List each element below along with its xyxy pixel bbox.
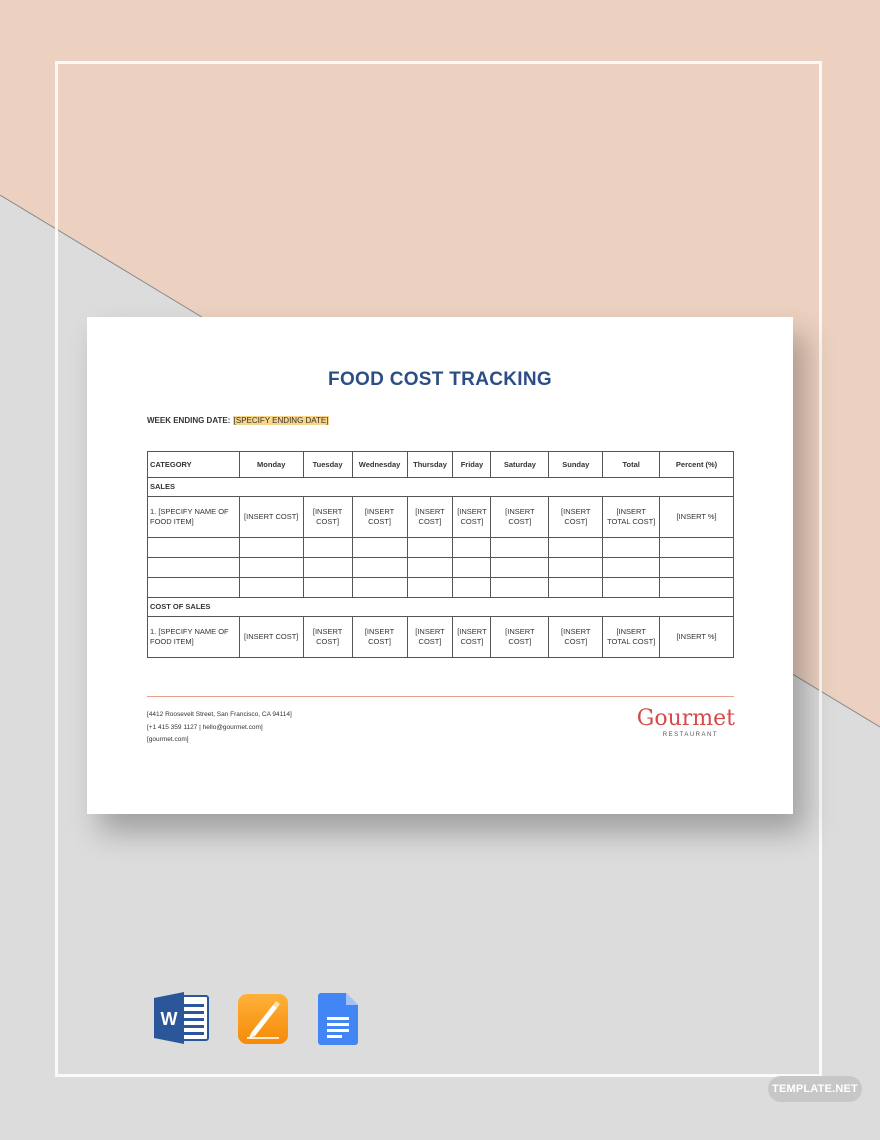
footer-divider [147,696,734,697]
cost-cell: [INSERT COST] [453,497,491,538]
document-title: FOOD COST TRACKING [328,369,552,390]
cost-cell: [INSERT COST] [453,617,491,658]
cost-cell: [INSERT COST] [491,617,549,658]
item-cell: 1. [SPECIFY NAME OF FOOD ITEM] [148,497,240,538]
total-cell: [INSERT TOTAL COST] [603,497,660,538]
header-cell: Thursday [407,452,453,478]
header-cell: Saturday [491,452,549,478]
gourmet-logo [635,708,735,738]
table-row [148,617,734,658]
section-label: SALES [148,478,734,497]
cost-cell: [INSERT COST] [549,617,603,658]
header-cell: Total [603,452,660,478]
cost-cell: [INSERT COST] [303,617,352,658]
header-cell: Wednesday [352,452,407,478]
section-row-sales [148,478,734,497]
cost-cell: [INSERT COST] [549,497,603,538]
cost-cell: [INSERT COST] [407,497,453,538]
cost-cell: [INSERT COST] [239,617,303,658]
empty-row [148,538,734,558]
week-ending-line [147,416,329,425]
table-row [148,497,734,538]
template-net-badge[interactable]: TEMPLATE.NET [768,1076,862,1102]
footer-address-block [147,709,292,747]
table-header-row [148,452,734,478]
percent-cell: [INSERT %] [660,497,734,538]
cost-cell: [INSERT COST] [239,497,303,538]
cost-cell: [INSERT COST] [352,617,407,658]
header-cell: Tuesday [303,452,352,478]
header-cell: CATEGORY [148,452,240,478]
word-icon[interactable] [154,992,210,1044]
header-cell: Sunday [549,452,603,478]
item-cell: 1. [SPECIFY NAME OF FOOD ITEM] [148,617,240,658]
week-ending-value: [SPECIFY ENDING DATE] [233,416,329,425]
cost-cell: [INSERT COST] [303,497,352,538]
logo-subtitle: RESTAURANT [662,732,718,738]
week-ending-label: WEEK ENDING DATE: [147,416,231,425]
footer-contact: [+1 415 359 1127 | hello@gourmet.com] [147,723,263,731]
document-preview [87,317,793,814]
empty-row [148,578,734,598]
header-cell: Percent (%) [660,452,734,478]
section-row-cost-of-sales [148,598,734,617]
header-cell: Friday [453,452,491,478]
footer-website: [gourmet.com] [147,736,189,743]
cost-cell: [INSERT COST] [352,497,407,538]
cost-cell: [INSERT COST] [491,497,549,538]
pages-icon[interactable] [237,993,289,1045]
percent-cell: [INSERT %] [660,617,734,658]
logo-wordmark: Gourmet [636,706,735,731]
food-cost-table [147,451,734,658]
empty-row [148,558,734,578]
total-cell: [INSERT TOTAL COST] [603,617,660,658]
section-label: COST OF SALES [148,598,734,617]
cost-cell: [INSERT COST] [407,617,453,658]
footer-address: [4412 Roosevelt Street, San Francisco, CA 94114] [147,711,292,718]
header-cell: Monday [239,452,303,478]
google-docs-icon[interactable] [318,993,360,1045]
svg-text:W: W [160,1009,178,1029]
